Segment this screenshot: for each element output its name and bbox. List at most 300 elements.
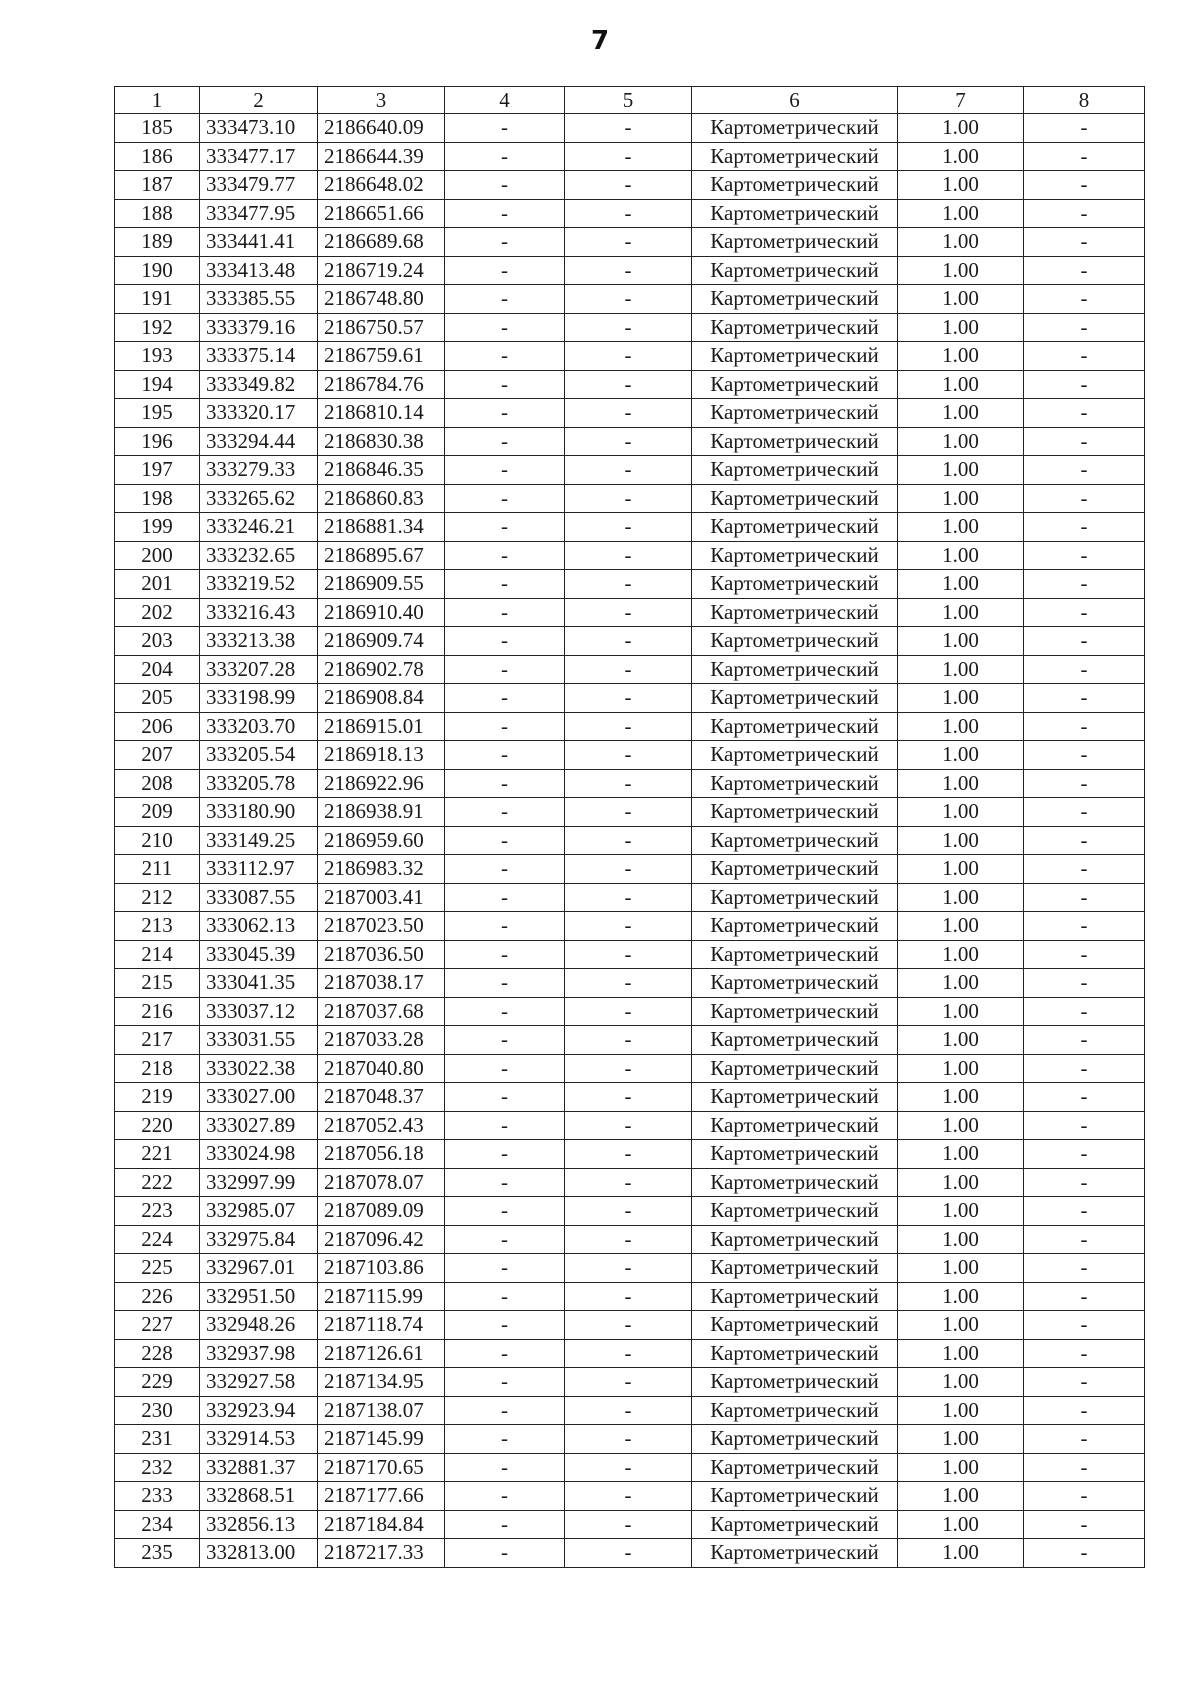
table-row [115,969,1145,998]
cell-col8: - [1024,684,1145,713]
cell-col4: - [445,285,565,314]
cell-method: Картометрический [692,627,898,656]
cell-col5: - [565,1453,692,1482]
table-row [115,1140,1145,1169]
table-row [115,1197,1145,1226]
cell-y-coordinate: 2187033.28 [318,1026,445,1055]
table-row [115,826,1145,855]
cell-point-number: 235 [115,1539,200,1568]
cell-accuracy: 1.00 [898,598,1024,627]
cell-y-coordinate: 2187036.50 [318,940,445,969]
cell-point-number: 218 [115,1054,200,1083]
cell-col5: - [565,256,692,285]
cell-y-coordinate: 2187118.74 [318,1311,445,1340]
table-row [115,456,1145,485]
column-header: 7 [898,87,1024,114]
cell-accuracy: 1.00 [898,114,1024,143]
cell-col5: - [565,655,692,684]
cell-y-coordinate: 2187040.80 [318,1054,445,1083]
cell-col4: - [445,997,565,1026]
cell-accuracy: 1.00 [898,855,1024,884]
cell-col5: - [565,1254,692,1283]
cell-y-coordinate: 2186644.39 [318,142,445,171]
cell-method: Картометрический [692,1254,898,1283]
cell-col4: - [445,684,565,713]
cell-y-coordinate: 2187023.50 [318,912,445,941]
cell-x-coordinate: 333385.55 [200,285,318,314]
cell-point-number: 213 [115,912,200,941]
cell-col8: - [1024,655,1145,684]
cell-x-coordinate: 333473.10 [200,114,318,143]
cell-col4: - [445,256,565,285]
cell-col8: - [1024,1396,1145,1425]
cell-accuracy: 1.00 [898,1083,1024,1112]
cell-y-coordinate: 2186895.67 [318,541,445,570]
cell-method: Картометрический [692,1396,898,1425]
table-row [115,513,1145,542]
table-row [115,1225,1145,1254]
cell-point-number: 217 [115,1026,200,1055]
cell-method: Картометрический [692,1539,898,1568]
cell-y-coordinate: 2186651.66 [318,199,445,228]
cell-method: Картометрический [692,1140,898,1169]
cell-point-number: 190 [115,256,200,285]
cell-x-coordinate: 333022.38 [200,1054,318,1083]
cell-point-number: 216 [115,997,200,1026]
cell-accuracy: 1.00 [898,1339,1024,1368]
cell-x-coordinate: 333349.82 [200,370,318,399]
cell-col4: - [445,456,565,485]
cell-y-coordinate: 2187170.65 [318,1453,445,1482]
table-row [115,769,1145,798]
cell-accuracy: 1.00 [898,1254,1024,1283]
cell-col8: - [1024,342,1145,371]
cell-x-coordinate: 333037.12 [200,997,318,1026]
cell-method: Картометрический [692,1453,898,1482]
cell-y-coordinate: 2186750.57 [318,313,445,342]
cell-point-number: 202 [115,598,200,627]
column-header: 2 [200,87,318,114]
cell-point-number: 200 [115,541,200,570]
cell-y-coordinate: 2186938.91 [318,798,445,827]
cell-method: Картометрический [692,456,898,485]
cell-col5: - [565,570,692,599]
cell-x-coordinate: 333203.70 [200,712,318,741]
cell-point-number: 198 [115,484,200,513]
cell-col8: - [1024,1083,1145,1112]
cell-col5: - [565,1225,692,1254]
cell-x-coordinate: 333379.16 [200,313,318,342]
cell-method: Картометрический [692,1168,898,1197]
cell-method: Картометрический [692,399,898,428]
cell-col8: - [1024,484,1145,513]
cell-point-number: 229 [115,1368,200,1397]
cell-point-number: 205 [115,684,200,713]
table-row [115,598,1145,627]
cell-accuracy: 1.00 [898,741,1024,770]
cell-point-number: 199 [115,513,200,542]
cell-col8: - [1024,427,1145,456]
cell-col5: - [565,1026,692,1055]
cell-col4: - [445,1339,565,1368]
cell-point-number: 207 [115,741,200,770]
column-header: 1 [115,87,200,114]
cell-col8: - [1024,1054,1145,1083]
cell-col5: - [565,199,692,228]
cell-y-coordinate: 2187115.99 [318,1282,445,1311]
cell-x-coordinate: 332927.58 [200,1368,318,1397]
cell-col8: - [1024,798,1145,827]
cell-accuracy: 1.00 [898,313,1024,342]
cell-x-coordinate: 332881.37 [200,1453,318,1482]
cell-accuracy: 1.00 [898,1111,1024,1140]
cell-accuracy: 1.00 [898,541,1024,570]
cell-col4: - [445,655,565,684]
cell-x-coordinate: 333198.99 [200,684,318,713]
cell-point-number: 228 [115,1339,200,1368]
cell-col8: - [1024,769,1145,798]
cell-col4: - [445,741,565,770]
cell-col8: - [1024,142,1145,171]
cell-col4: - [445,1482,565,1511]
cell-col5: - [565,313,692,342]
table-row [115,114,1145,143]
table-row [115,1425,1145,1454]
cell-accuracy: 1.00 [898,712,1024,741]
table-row [115,741,1145,770]
cell-y-coordinate: 2186908.84 [318,684,445,713]
cell-point-number: 225 [115,1254,200,1283]
cell-method: Картометрический [692,342,898,371]
cell-point-number: 195 [115,399,200,428]
table-row [115,541,1145,570]
table-row [115,655,1145,684]
cell-col4: - [445,1282,565,1311]
cell-col8: - [1024,741,1145,770]
cell-col5: - [565,712,692,741]
cell-method: Картометрический [692,1083,898,1112]
table-row [115,342,1145,371]
cell-accuracy: 1.00 [898,228,1024,257]
table-row [115,912,1145,941]
cell-y-coordinate: 2187078.07 [318,1168,445,1197]
cell-accuracy: 1.00 [898,1140,1024,1169]
cell-method: Картометрический [692,1311,898,1340]
cell-point-number: 222 [115,1168,200,1197]
cell-col5: - [565,883,692,912]
cell-col4: - [445,855,565,884]
cell-accuracy: 1.00 [898,940,1024,969]
cell-col5: - [565,997,692,1026]
cell-point-number: 210 [115,826,200,855]
cell-method: Картометрический [692,142,898,171]
cell-col5: - [565,1083,692,1112]
cell-accuracy: 1.00 [898,627,1024,656]
cell-method: Картометрический [692,1425,898,1454]
cell-col8: - [1024,1425,1145,1454]
cell-x-coordinate: 332868.51 [200,1482,318,1511]
cell-x-coordinate: 333087.55 [200,883,318,912]
cell-method: Картометрический [692,285,898,314]
cell-x-coordinate: 333441.41 [200,228,318,257]
cell-col8: - [1024,171,1145,200]
cell-method: Картометрический [692,570,898,599]
cell-accuracy: 1.00 [898,370,1024,399]
cell-col5: - [565,1111,692,1140]
cell-point-number: 231 [115,1425,200,1454]
cell-col5: - [565,142,692,171]
cell-x-coordinate: 332948.26 [200,1311,318,1340]
table-row [115,1282,1145,1311]
cell-col4: - [445,142,565,171]
cell-col5: - [565,741,692,770]
cell-y-coordinate: 2187134.95 [318,1368,445,1397]
cell-accuracy: 1.00 [898,484,1024,513]
cell-x-coordinate: 333265.62 [200,484,318,513]
cell-col4: - [445,228,565,257]
cell-method: Картометрический [692,798,898,827]
cell-point-number: 219 [115,1083,200,1112]
cell-point-number: 209 [115,798,200,827]
cell-method: Картометрический [692,1111,898,1140]
cell-accuracy: 1.00 [898,883,1024,912]
table-row [115,370,1145,399]
cell-y-coordinate: 2187003.41 [318,883,445,912]
cell-method: Картометрический [692,741,898,770]
cell-col5: - [565,969,692,998]
table-row [115,570,1145,599]
table-row [115,1339,1145,1368]
column-header: 8 [1024,87,1145,114]
cell-y-coordinate: 2186860.83 [318,484,445,513]
cell-col5: - [565,427,692,456]
cell-col5: - [565,1368,692,1397]
cell-method: Картометрический [692,541,898,570]
cell-col4: - [445,313,565,342]
table-row [115,1453,1145,1482]
cell-col8: - [1024,114,1145,143]
cell-method: Картометрический [692,883,898,912]
cell-accuracy: 1.00 [898,684,1024,713]
cell-method: Картометрический [692,370,898,399]
cell-method: Картометрический [692,1026,898,1055]
cell-x-coordinate: 333213.38 [200,627,318,656]
cell-method: Картометрический [692,969,898,998]
table-body [115,114,1145,1568]
cell-point-number: 212 [115,883,200,912]
cell-accuracy: 1.00 [898,1197,1024,1226]
cell-col4: - [445,541,565,570]
cell-col8: - [1024,1140,1145,1169]
cell-point-number: 186 [115,142,200,171]
cell-point-number: 203 [115,627,200,656]
cell-accuracy: 1.00 [898,1453,1024,1482]
cell-col5: - [565,114,692,143]
cell-y-coordinate: 2186648.02 [318,171,445,200]
cell-x-coordinate: 333027.89 [200,1111,318,1140]
cell-col4: - [445,1197,565,1226]
cell-accuracy: 1.00 [898,1539,1024,1568]
cell-x-coordinate: 332985.07 [200,1197,318,1226]
cell-y-coordinate: 2187126.61 [318,1339,445,1368]
column-header: 5 [565,87,692,114]
cell-y-coordinate: 2186810.14 [318,399,445,428]
cell-x-coordinate: 333205.78 [200,769,318,798]
cell-col5: - [565,1054,692,1083]
table-row [115,798,1145,827]
cell-accuracy: 1.00 [898,570,1024,599]
cell-y-coordinate: 2186922.96 [318,769,445,798]
cell-col4: - [445,1254,565,1283]
table-row [115,1482,1145,1511]
cell-col4: - [445,1225,565,1254]
cell-accuracy: 1.00 [898,1396,1024,1425]
cell-x-coordinate: 333205.54 [200,741,318,770]
cell-x-coordinate: 333413.48 [200,256,318,285]
cell-col8: - [1024,1539,1145,1568]
cell-accuracy: 1.00 [898,969,1024,998]
cell-y-coordinate: 2186719.24 [318,256,445,285]
table-row [115,627,1145,656]
table-row [115,171,1145,200]
cell-col8: - [1024,912,1145,941]
cell-col4: - [445,798,565,827]
cell-col4: - [445,1368,565,1397]
cell-col8: - [1024,541,1145,570]
cell-col8: - [1024,313,1145,342]
cell-x-coordinate: 333320.17 [200,399,318,428]
cell-col4: - [445,1311,565,1340]
table-row [115,228,1145,257]
table-row [115,1083,1145,1112]
cell-col8: - [1024,598,1145,627]
cell-point-number: 230 [115,1396,200,1425]
cell-method: Картометрический [692,513,898,542]
table-row [115,484,1145,513]
cell-y-coordinate: 2187145.99 [318,1425,445,1454]
cell-method: Картометрический [692,684,898,713]
cell-method: Картометрический [692,1197,898,1226]
cell-method: Картометрический [692,997,898,1026]
cell-y-coordinate: 2187052.43 [318,1111,445,1140]
cell-point-number: 187 [115,171,200,200]
cell-x-coordinate: 332923.94 [200,1396,318,1425]
cell-col5: - [565,285,692,314]
cell-accuracy: 1.00 [898,1054,1024,1083]
cell-accuracy: 1.00 [898,1026,1024,1055]
cell-col8: - [1024,1254,1145,1283]
cell-accuracy: 1.00 [898,997,1024,1026]
coordinates-table [114,86,1145,1568]
cell-col5: - [565,484,692,513]
cell-accuracy: 1.00 [898,399,1024,428]
table-row [115,1510,1145,1539]
table-row [115,883,1145,912]
cell-col8: - [1024,370,1145,399]
cell-col8: - [1024,712,1145,741]
cell-col4: - [445,1539,565,1568]
cell-y-coordinate: 2187177.66 [318,1482,445,1511]
cell-col8: - [1024,570,1145,599]
cell-y-coordinate: 2186689.68 [318,228,445,257]
cell-col4: - [445,1111,565,1140]
cell-col4: - [445,370,565,399]
cell-point-number: 194 [115,370,200,399]
cell-col4: - [445,598,565,627]
cell-y-coordinate: 2186759.61 [318,342,445,371]
cell-col4: - [445,199,565,228]
cell-x-coordinate: 333045.39 [200,940,318,969]
cell-col8: - [1024,627,1145,656]
cell-col4: - [445,1453,565,1482]
table-row [115,285,1145,314]
cell-point-number: 224 [115,1225,200,1254]
cell-y-coordinate: 2187103.86 [318,1254,445,1283]
cell-y-coordinate: 2186830.38 [318,427,445,456]
cell-accuracy: 1.00 [898,285,1024,314]
cell-x-coordinate: 332937.98 [200,1339,318,1368]
cell-col5: - [565,940,692,969]
cell-y-coordinate: 2186915.01 [318,712,445,741]
cell-x-coordinate: 332967.01 [200,1254,318,1283]
cell-point-number: 189 [115,228,200,257]
cell-col4: - [445,114,565,143]
cell-col4: - [445,427,565,456]
cell-x-coordinate: 332975.84 [200,1225,318,1254]
cell-accuracy: 1.00 [898,199,1024,228]
cell-col4: - [445,1054,565,1083]
cell-col4: - [445,342,565,371]
cell-col5: - [565,769,692,798]
cell-col5: - [565,228,692,257]
cell-col8: - [1024,1339,1145,1368]
cell-col5: - [565,171,692,200]
cell-point-number: 220 [115,1111,200,1140]
cell-method: Картометрический [692,655,898,684]
cell-x-coordinate: 332856.13 [200,1510,318,1539]
cell-method: Картометрический [692,1054,898,1083]
cell-col8: - [1024,1197,1145,1226]
cell-col5: - [565,826,692,855]
cell-col4: - [445,1396,565,1425]
cell-col8: - [1024,1111,1145,1140]
cell-col5: - [565,1539,692,1568]
cell-y-coordinate: 2187184.84 [318,1510,445,1539]
cell-point-number: 201 [115,570,200,599]
cell-col8: - [1024,456,1145,485]
table-row [115,684,1145,713]
cell-col5: - [565,1311,692,1340]
cell-accuracy: 1.00 [898,826,1024,855]
cell-x-coordinate: 333180.90 [200,798,318,827]
cell-col4: - [445,1510,565,1539]
cell-method: Картометрический [692,114,898,143]
cell-col4: - [445,1168,565,1197]
cell-point-number: 223 [115,1197,200,1226]
cell-point-number: 214 [115,940,200,969]
cell-col4: - [445,513,565,542]
cell-point-number: 208 [115,769,200,798]
cell-y-coordinate: 2187056.18 [318,1140,445,1169]
page-number: 7 [590,26,610,56]
cell-method: Картометрический [692,826,898,855]
cell-col4: - [445,1083,565,1112]
cell-col8: - [1024,826,1145,855]
cell-col8: - [1024,399,1145,428]
table-row [115,712,1145,741]
cell-x-coordinate: 332914.53 [200,1425,318,1454]
cell-col4: - [445,912,565,941]
